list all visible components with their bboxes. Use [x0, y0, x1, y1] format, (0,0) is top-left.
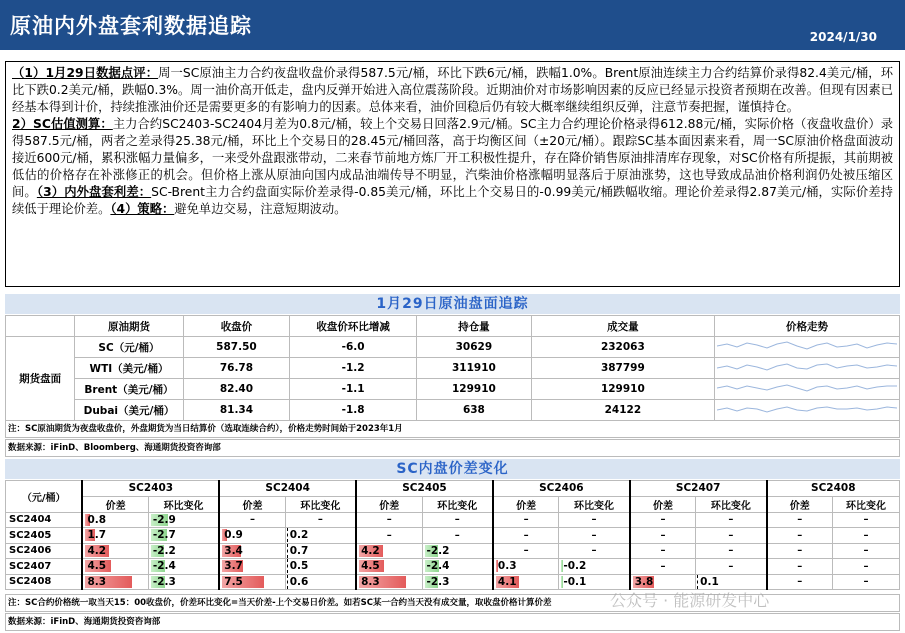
cell-value: 3.8 [634, 575, 654, 588]
cell-value: 8.3 [87, 575, 107, 588]
price-trend-sparkline [715, 400, 900, 421]
close-change: -1.2 [290, 358, 417, 379]
table-row [6, 512, 900, 528]
spread-change-cell: – [696, 512, 767, 528]
cell-value: 0.9 [224, 529, 243, 542]
cell-value: 1.7 [87, 529, 107, 542]
futures-row-label: 期货盘面 [6, 337, 75, 421]
open-interest: 30629 [417, 337, 532, 358]
open-interest: 129910 [417, 379, 532, 400]
spread-value-cell: – [630, 559, 696, 575]
spread-change-cell [148, 543, 219, 559]
cell-value: 4.5 [361, 560, 380, 573]
spread-change-cell: – [559, 528, 630, 544]
spread-subheader: 环比变化 [285, 496, 356, 512]
commentary-heading-2: 2）SC估值测算： [12, 117, 113, 131]
futures-col-header: 原油期货 [75, 316, 183, 337]
spread-subheader-row [6, 496, 900, 512]
futures-source: 数据来源：iFinD、Bloomberg、海通期货投资咨询部 [5, 439, 900, 457]
spread-value-cell [356, 543, 422, 559]
futures-col-header: 价格走势 [715, 316, 900, 337]
cell-value: 7.5 [224, 575, 243, 588]
price-trend-sparkline [715, 379, 900, 400]
futures-col-header: 收盘价 [183, 316, 290, 337]
spread-contract-header: SC2405 [356, 481, 493, 497]
cell-value: -2.3 [152, 575, 176, 588]
spread-subheader: 环比变化 [422, 496, 493, 512]
spread-change-cell [148, 574, 219, 590]
spread-contract-header: SC2404 [219, 481, 356, 497]
cell-value: -2.2 [426, 544, 450, 557]
spread-value-cell: – [630, 543, 696, 559]
spread-change-cell: – [833, 559, 900, 575]
spreads-source: 数据来源：iFinD、海通期货投资咨询部 [5, 613, 900, 631]
commentary-heading-3: （3）内外盘套利差： [36, 185, 152, 199]
spread-change-cell [285, 574, 356, 590]
futures-col-header: 持仓量 [417, 316, 532, 337]
cell-value: 0.6 [289, 575, 309, 588]
cell-value: -2.3 [426, 575, 450, 588]
change-axis [287, 544, 288, 558]
spread-contract-header: SC2406 [493, 481, 630, 497]
spread-value-cell: – [356, 528, 422, 544]
report-date: 2024/1/30 [809, 30, 877, 44]
spread-row-label: SC2406 [6, 543, 83, 559]
cell-value: -0.1 [563, 575, 587, 588]
cell-value: -0.2 [563, 560, 587, 573]
spread-subheader: 价差 [356, 496, 422, 512]
spread-change-cell [148, 512, 219, 528]
cell-value: -2.4 [152, 560, 176, 573]
contract-name: Brent（美元/桶） [75, 379, 183, 400]
spread-value-cell: – [630, 528, 696, 544]
spread-change-cell: – [833, 528, 900, 544]
spread-value-cell: – [767, 574, 833, 590]
watermark: 公众号 · 能源研发中心 [610, 591, 770, 610]
close-change: -1.1 [290, 379, 417, 400]
spread-subheader: 价差 [493, 496, 559, 512]
spread-change-cell [285, 528, 356, 544]
open-interest: 311910 [417, 358, 532, 379]
close-price: 81.34 [183, 400, 290, 421]
cell-value: 4.2 [361, 544, 380, 557]
spread-table [5, 480, 900, 590]
spread-change-cell: – [422, 528, 493, 544]
spread-value-cell: – [767, 543, 833, 559]
cell-value: 3.7 [224, 560, 243, 573]
cell-value: 4.2 [87, 544, 107, 557]
commentary-text-4: 避免单边交易，注意短期波动。 [174, 202, 347, 216]
table-row [6, 358, 900, 379]
open-interest: 638 [417, 400, 532, 421]
volume: 129910 [531, 379, 714, 400]
spread-contract-header: SC2407 [630, 481, 767, 497]
spread-change-cell [285, 543, 356, 559]
spread-value-cell [82, 512, 148, 528]
spread-change-cell [422, 543, 493, 559]
commentary-text-3: SC-Brent主力合约盘面实际价差录得-0.85美元/桶，环比上个交易日的-0.99美元/桶跌幅收缩。理论价差录得2.87美元/桶，实际价差持续低于理论价差。 [12, 185, 893, 216]
spread-subheader: 价差 [767, 496, 833, 512]
table-row [6, 543, 900, 559]
commentary-heading-4: （4）策略： [110, 202, 175, 216]
spread-value-cell: – [493, 512, 559, 528]
contract-name: Dubai（美元/桶） [75, 400, 183, 421]
cell-value: 8.3 [361, 575, 380, 588]
spread-unit-label: （元/桶） [6, 481, 83, 513]
page-title: 原油内外盘套利数据追踪 [10, 14, 252, 38]
spread-value-cell [82, 528, 148, 544]
spread-change-cell [559, 559, 630, 575]
futures-col-header: 成交量 [531, 316, 714, 337]
spread-change-cell: – [285, 512, 356, 528]
table-row [6, 528, 900, 544]
cell-value: -2.7 [152, 529, 176, 542]
spread-row-label: SC2405 [6, 528, 83, 544]
table-row [6, 559, 900, 575]
spread-subheader: 环比变化 [696, 496, 767, 512]
table-row [6, 337, 900, 358]
cell-value: 0.2 [289, 529, 309, 542]
spread-value-cell: – [493, 543, 559, 559]
spread-change-cell: – [559, 512, 630, 528]
cell-value: 0.8 [87, 513, 107, 526]
close-change: -1.8 [290, 400, 417, 421]
page-header [0, 0, 905, 50]
spread-value-cell [82, 574, 148, 590]
spread-row-label: SC2404 [6, 512, 83, 528]
futures-header-row [6, 316, 900, 337]
table-row [6, 400, 900, 421]
contract-name: WTI（美元/桶） [75, 358, 183, 379]
cell-value: 0.1 [700, 575, 719, 588]
close-price: 82.40 [183, 379, 290, 400]
spread-value-cell [82, 559, 148, 575]
price-trend-sparkline [715, 337, 900, 358]
spread-change-cell [148, 559, 219, 575]
cell-value: -2.4 [426, 560, 450, 573]
spread-change-cell [422, 559, 493, 575]
futures-note: 注：SC原油期货为夜盘收盘价，外盘期货为当日结算价（选取连续合约），价格走势时间始于2023年1月 [5, 420, 900, 438]
spreads-note: 注：SC合约价格统一取当天15：00收盘价，价差环比变化=当天价差-上个交易日价差。如若SC某一合约当天没有成交量，取收盘价格计算价差 [5, 594, 900, 612]
close-change: -6.0 [290, 337, 417, 358]
spread-change-cell: – [833, 512, 900, 528]
spread-change-cell: – [833, 543, 900, 559]
spread-subheader: 环比变化 [148, 496, 219, 512]
spread-value-cell [493, 559, 559, 575]
commentary-heading-1: （1）1月29日数据点评： [12, 66, 159, 80]
contract-name: SC（元/桶） [75, 337, 183, 358]
commentary-text-1: 周一SC原油主力合约夜盘收盘价录得587.5元/桶，环比下跌6元/桶，跌幅1.0%。Brent原油连续主力合约结算价录得82.4美元/桶，环比下跌0.2美元/桶，跌幅0.3%。周一油价高开低走，盘内反弹开始进入高位震荡阶段。近期油价对市场影响因素的反应已经显示投资者预期在改善。但现有因素已经基本得到计价，持续推涨油价还是需要更多的有影响力的因素。总体来看，油价回稳后仍有较大概率继续组织反弹，注意节奏把握，谨慎持仓。 [12, 66, 893, 114]
cell-value: -2.9 [152, 513, 176, 526]
spread-contract-header: SC2408 [767, 481, 900, 497]
change-axis [287, 575, 288, 589]
spread-value-cell [82, 543, 148, 559]
spread-value-cell: – [356, 512, 422, 528]
spread-row-label: SC2407 [6, 559, 83, 575]
cell-value: 0.7 [289, 544, 309, 557]
spread-value-cell [356, 559, 422, 575]
spread-value-cell [219, 574, 285, 590]
spread-value-cell: – [767, 528, 833, 544]
spread-change-cell: – [833, 574, 900, 590]
cell-value: 4.1 [497, 575, 517, 588]
commentary-box [5, 61, 900, 287]
spread-value-cell: – [767, 512, 833, 528]
spread-row-label: SC2408 [6, 574, 83, 590]
table-row [6, 379, 900, 400]
spread-change-cell [285, 559, 356, 575]
cell-value: 0.5 [289, 560, 309, 573]
spread-change-cell: – [559, 543, 630, 559]
commentary-text-2: 主力合约SC2403-SC2404月差为0.8元/桶，较上个交易日回落2.9元/桶。SC主力合约理论价格录得612.88元/桶，实际价格（夜盘收盘价）录得587.5元/桶，两者之差录得25.38元/桶，环比上个交易日的28.45元/桶回落，高于均衡区间（±20元/桶）。跟踪SC基本面因素来看，周一SC原油价格盘面波动接近600元/桶，累积涨幅力量偏多，一来受外盘跟涨带动，二来春节前地方炼厂开工积极性提升，存在降价销售原油排清库存现象，对SC价格有所提振，其前期被低估的价格存在补涨修正的机会。但价格上涨从原油向国内成品油端传导不明显，汽柴油价格涨幅明显落后于原油涨势，这也导致成品油价格利润仍处被压缩区间。 [12, 117, 893, 199]
spread-contract-header-row [6, 481, 900, 497]
change-axis [287, 559, 288, 573]
cell-value: 0.3 [497, 560, 517, 573]
change-axis [697, 575, 698, 589]
cell-value: -2.2 [152, 544, 176, 557]
cell-value: 4.5 [87, 560, 107, 573]
volume: 24122 [531, 400, 714, 421]
spread-change-cell [148, 528, 219, 544]
spread-value-cell: – [219, 512, 285, 528]
change-axis [287, 528, 288, 542]
spread-subheader: 价差 [219, 496, 285, 512]
spread-subheader: 环比变化 [833, 496, 900, 512]
futures-col-header: 收盘价环比增减 [290, 316, 417, 337]
spread-change-cell: – [422, 512, 493, 528]
spread-value-cell [219, 528, 285, 544]
spreads-section-title: SC内盘价差变化 [5, 459, 900, 479]
futures-table [5, 315, 900, 421]
spread-value-cell [219, 559, 285, 575]
spread-contract-header: SC2403 [82, 481, 219, 497]
spread-value-cell [356, 574, 422, 590]
close-price: 76.78 [183, 358, 290, 379]
spread-value-cell [493, 574, 559, 590]
close-price: 587.50 [183, 337, 290, 358]
cell-value: 3.4 [224, 544, 243, 557]
volume: 387799 [531, 358, 714, 379]
spread-change-cell [422, 574, 493, 590]
spread-change-cell: – [696, 528, 767, 544]
spread-change-cell: – [696, 543, 767, 559]
spread-subheader: 价差 [82, 496, 148, 512]
spread-value-cell: – [493, 528, 559, 544]
volume: 232063 [531, 337, 714, 358]
spread-value-cell: – [630, 512, 696, 528]
spread-change-cell: – [696, 559, 767, 575]
spread-subheader: 环比变化 [559, 496, 630, 512]
spread-value-cell [219, 543, 285, 559]
spread-subheader: 价差 [630, 496, 696, 512]
price-trend-sparkline [715, 358, 900, 379]
futures-section-title: 1月29日原油盘面追踪 [5, 294, 900, 314]
spread-value-cell: – [767, 559, 833, 575]
